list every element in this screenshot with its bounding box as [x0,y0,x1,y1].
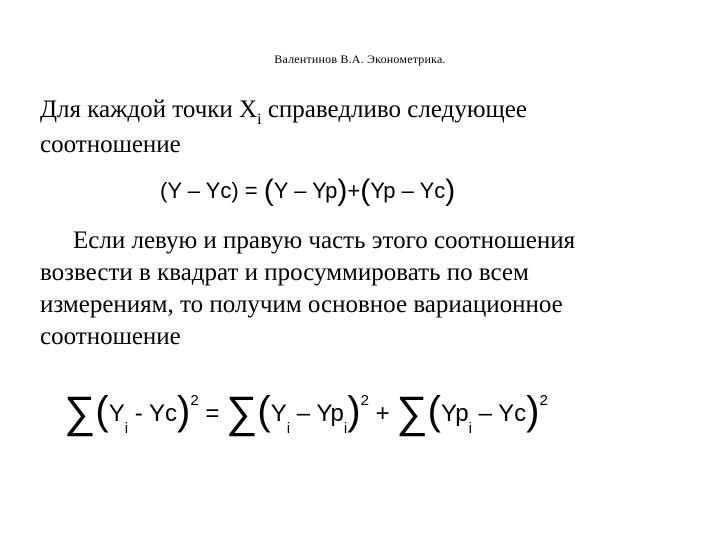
close-paren-3: ) [526,389,540,433]
var-y-1: Y [108,400,125,427]
equals-sign: = [205,400,220,427]
power-2-1: 2 [190,392,199,409]
close-paren-2: ) [347,389,361,433]
formula1-close-paren-1: ) [337,174,348,207]
paragraph-explanation-line-1 [40,225,575,257]
var-yp-3: Yp [440,400,469,427]
formula1-open-paren-2: ( [360,174,371,207]
index-i-2: i [286,420,291,437]
var-yc-3: Yc [498,400,527,427]
power-2-2: 2 [360,392,369,409]
var-yc-1: Yc [148,400,177,427]
formula1-term-1: Y – Yp [273,178,338,203]
paragraph-explanation [40,225,575,353]
paragraph-explanation-line-3: измерениям, то получим основное вариационное [40,291,563,318]
index-i-3: i [343,420,348,437]
minus-3: – [471,400,499,427]
paragraph-explanation-line-4: соотношение [40,323,181,350]
paragraph-explanation-line-2: возвести в квадрат и просуммировать по всем [40,259,529,286]
open-paren-1: ( [95,389,109,433]
formula1-left: (Y – Yc) [160,178,239,203]
paragraph-intro [40,94,527,161]
intro-text-before: Для каждой точки X [40,96,258,123]
explanation-line-1-text: Если левую и правую часть этого соотношения [73,227,576,254]
paragraph-intro-line-2: соотношение [40,131,181,158]
plus-sign: + [375,400,390,427]
formula1-open-paren-1: ( [263,174,274,207]
index-i-1: i [124,420,129,437]
var-yp-2: Yp [316,400,344,427]
formula-deviation-decomposition [160,172,455,208]
sum-symbol-3: ∑ [396,388,428,437]
formula1-close-paren-2: ) [445,174,456,207]
open-paren-2: ( [257,389,271,433]
index-i-4: i [468,420,472,437]
sum-symbol-1: ∑ [64,388,96,437]
open-paren-3: ( [427,389,441,433]
minus-2: – [290,400,317,427]
minus-1: - [128,400,149,427]
paragraph-intro-line-1 [40,94,527,129]
formula1-term-2: Yp – Yc [370,178,446,203]
close-paren-1: ) [176,389,191,433]
intro-text-after: справедливо следующее [261,96,527,123]
intro-subscript: i [257,111,262,128]
var-y-2: Y [270,400,287,427]
power-2-3: 2 [539,392,548,409]
formula-variance-decomposition [64,382,548,442]
page-header: Валентинов В.А. Эконометрика. [274,52,446,66]
formula1-equals: = [238,178,264,203]
sum-symbol-2: ∑ [226,388,258,437]
formula1-plus: + [347,178,361,203]
